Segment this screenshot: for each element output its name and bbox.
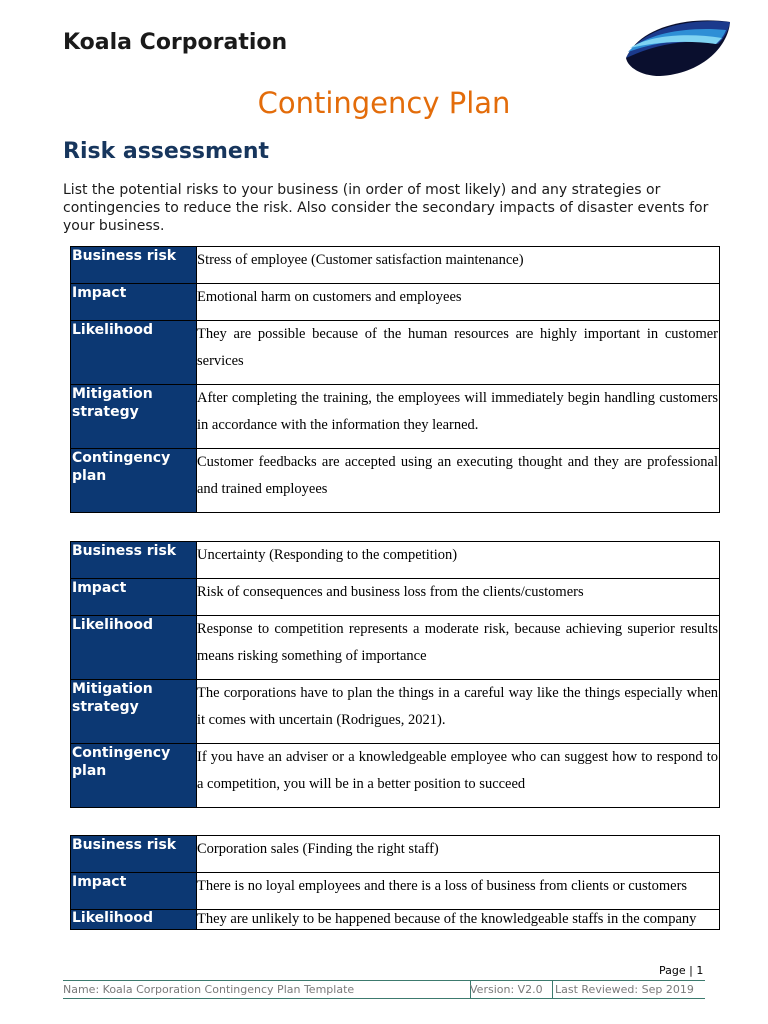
row-label: Business risk — [71, 836, 197, 873]
risk-table — [70, 246, 720, 513]
row-label: Impact — [71, 284, 197, 321]
row-label: Contingency plan — [71, 449, 197, 513]
risk-table — [70, 541, 720, 808]
row-label: Contingency plan — [71, 744, 197, 808]
row-label: Impact — [71, 579, 197, 616]
footer-version: Version: V2.0 — [470, 983, 543, 996]
row-value: There is no loyal employees and there is a loss of business from clients or customers — [197, 873, 720, 910]
row-label: Impact — [71, 873, 197, 910]
row-value: Corporation sales (Finding the right staff) — [197, 836, 720, 873]
row-value: Response to competition represents a moderate risk, because achieving superior results means risking something of importance — [197, 616, 720, 680]
row-value: After completing the training, the employees will immediately begin handling customers in accordance with the information they learned. — [197, 385, 720, 449]
row-label: Business risk — [71, 247, 197, 284]
risk-table — [70, 835, 720, 930]
section-heading: Risk assessment — [63, 139, 270, 164]
row-value: Uncertainty (Responding to the competition) — [197, 542, 720, 579]
row-value: They are possible because of the human resources are highly important in customer services — [197, 321, 720, 385]
koala-logo-icon — [620, 18, 732, 80]
row-label: Mitigation strategy — [71, 385, 197, 449]
row-label: Likelihood — [71, 616, 197, 680]
footer-name: Name: Koala Corporation Contingency Plan Template — [63, 983, 355, 996]
row-label: Likelihood — [71, 910, 197, 930]
company-name: Koala Corporation — [63, 30, 288, 55]
document-title: Contingency Plan — [257, 86, 511, 120]
row-value: If you have an adviser or a knowledgeable employee who can suggest how to respond to a competition, you will be in a better position to succeed — [197, 744, 720, 808]
row-value: Customer feedbacks are accepted using an executing thought and they are professional and trained employees — [197, 449, 720, 513]
footer-bottom-rule — [63, 998, 705, 999]
intro-paragraph: List the potential risks to your business (in order of most likely) and any strategies or contingencies to reduce the risk. Also consider the secondary impacts of disaster events for your business. — [63, 182, 709, 234]
row-value: The corporations have to plan the things in a careful way like the things especially when it comes with uncertain (Rodrigues, 2021). — [197, 680, 720, 744]
row-label: Likelihood — [71, 321, 197, 385]
row-value: Emotional harm on customers and employees — [197, 284, 720, 321]
footer-top-rule — [63, 980, 705, 981]
footer-reviewed: Last Reviewed: Sep 2019 — [555, 983, 694, 996]
row-label: Mitigation strategy — [71, 680, 197, 744]
page-number: Page | 1 — [659, 964, 704, 977]
footer-divider — [552, 980, 553, 998]
row-label: Business risk — [71, 542, 197, 579]
row-value: Stress of employee (Customer satisfaction maintenance) — [197, 247, 720, 284]
row-value: They are unlikely to be happened because of the knowledgeable staffs in the company — [197, 910, 720, 930]
row-value: Risk of consequences and business loss from the clients/customers — [197, 579, 720, 616]
